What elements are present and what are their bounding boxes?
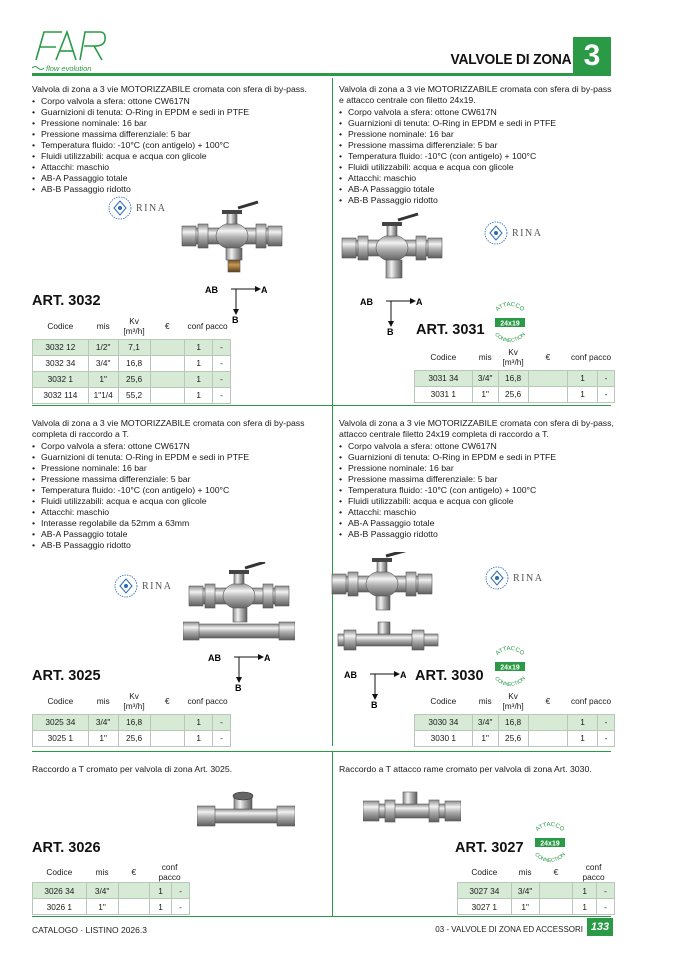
product-title-3031: ART. 3031 [416,322,485,338]
product-description-3027: Raccordo a T attacco rame cromato per valvola di zona Art. 3030. [339,764,592,774]
svg-text:ATTACCO: ATTACCO [494,645,526,657]
tee-3026-image [197,791,295,833]
svg-text:CONNECTION: CONNECTION [493,331,527,345]
svg-text:A: A [264,653,270,663]
product-title-3032: ART. 3032 [32,293,101,309]
svg-text:ATTACCO: ATTACCO [534,821,566,833]
valve-3030-image [330,552,442,657]
price-table-3030 [414,688,615,747]
svg-text:CONNECTION: CONNECTION [533,851,567,865]
product-description-3025: Valvola di zona a 3 vie MOTORIZZABILE cromata con sfera di by-pass completa di raccordo a T. • Corpo valvola a sfera: ottone CW617N • Guarnizioni di tenuta: O-Ring in EPDM e sedi in PTFE • Pressione nominale: 16 bar • Pressione massima differenziale: 5 bar • Temperatura fluido: -10°C (con antigelo) + 100°C • Fluidi utilizzabili: acqua e acqua con glicole • Attacchi: maschio • Interasse regolabile da 52mm a 63mm • AB-A Passaggio totale • AB-B Passaggio ridotto [32,418,327,551]
svg-text:A: A [400,670,406,680]
table-row: 3025 34 3/4" 16,8 1 - [33,714,231,730]
table-header-row: Codice mis Kv [m³/h] € conf pacco [47,315,228,336]
table-row: 3030 1 1" 25,6 1 - [415,730,615,746]
price-table-3031 [414,344,615,403]
valve-3031-image [338,212,448,282]
rina-certification: RINA [114,574,172,598]
footer-rule [32,916,611,917]
svg-text:B: B [387,327,394,335]
product-description-3030: Valvola di zona a 3 vie MOTORIZZABILE cromata con sfera di by-pass, attacco centrale filetto 24x19 completa di raccordo a T. • Corpo valvola a sfera: ottone CW617N • Guarnizioni di tenuta: O-Ring in EPDM e sedi in PTFE • Pressione nominale: 16 bar • Pressione massima differenziale: 5 bar • Temperatura fluido: -10°C (con antigelo) + 100°C • Fluidi utilizzabili: acqua e acqua con glicole • Attacchi: maschio • AB-A Passaggio totale • AB-B Passaggio ridotto [339,418,614,540]
rina-seal-icon [114,574,138,598]
header-rule [32,73,611,76]
svg-text:A: A [261,285,267,295]
table-row: 3032 1 1" 25,6 1 - [33,371,231,387]
svg-text:24x19: 24x19 [500,664,520,672]
price-table-3025 [32,688,231,747]
svg-text:24x19: 24x19 [500,320,520,328]
table-row: 3032 12 1/2" 7,1 1 - [33,339,231,355]
page-number: 133 [587,918,613,936]
table-row: 3031 1 1" 25,6 1 - [415,386,615,402]
attacco-connection-badge [485,298,535,348]
svg-text:AB: AB [344,670,357,680]
table-row: 3030 34 3/4" 16,8 1 - [415,714,615,730]
footer-section-label: 03 - VALVOLE DI ZONA ED ACCESSORI [435,925,583,934]
svg-text:AB: AB [208,653,221,663]
table-row: 3026 34 3/4" 1 - [33,883,190,899]
footer-catalog-label: CATALOGO · LISTINO 2026.3 [32,925,147,935]
table-header-row: Codice mis Kv [m³/h] € conf pacco [430,346,612,367]
price-table-3032 [32,313,231,404]
svg-text:AB: AB [205,285,218,295]
table-row: 3025 1 1" 25,6 1 - [33,730,231,746]
svg-text:A: A [416,297,422,307]
product-title-3030: ART. 3030 [415,668,484,684]
table-row: 3031 34 3/4" 16,8 1 - [415,370,615,386]
product-title-3026: ART. 3026 [32,840,101,856]
attacco-connection-badge [525,818,575,868]
table-row: 3027 1 1" 1 - [458,899,615,915]
section-title: VALVOLE DI ZONA [450,51,571,68]
table-row: 3032 34 3/4" 16,8 1 - [33,355,231,371]
svg-text:AB: AB [360,297,373,307]
far-logo [32,30,114,74]
price-table-3027 [457,862,615,915]
logo-tagline: flow evolution [46,64,92,73]
table-header-row: Codice mis € conf pacco [46,862,181,882]
column-divider [332,752,333,916]
price-table-3026 [32,862,190,915]
table-header-row: Codice mis € conf pacco [471,862,605,882]
rina-seal-icon [485,566,509,590]
rina-certification: RINA [484,221,542,245]
rina-seal-icon [108,196,132,220]
svg-text:24x19: 24x19 [540,840,560,848]
rina-certification: RINA [485,566,543,590]
flow-diagram-3031 [360,295,422,335]
svg-text:ATTACCO: ATTACCO [494,301,526,313]
tee-3027-image [363,790,461,828]
row-divider [32,751,611,752]
valve-3025-image [183,562,295,650]
svg-text:CONNECTION: CONNECTION [493,675,527,689]
rina-seal-icon [484,221,508,245]
valve-3032-image [178,200,288,275]
product-description-3026: Raccordo a T cromato per valvola di zona Art. 3025. [32,764,233,774]
flow-diagram-3025 [208,651,270,691]
attacco-connection-badge [485,642,535,692]
product-title-3027: ART. 3027 [455,840,524,856]
product-description-3032: Valvola di zona a 3 vie MOTORIZZABILE cromata con sfera di by-pass. • Corpo valvola a sfera: ottone CW617N • Guarnizioni di tenuta: O-Ring in EPDM e sedi in PTFE • Pressione nominale: 16 bar • Pressione massima differenziale: 5 bar • Temperatura fluido: -10°C (con antigelo) + 100°C • Fluidi utilizzabili: acqua e acqua con glicole • Attacchi: maschio • AB-A Passaggio totale • AB-B Passaggio ridotto [32,84,327,195]
section-number: 3 [573,37,611,75]
svg-text:B: B [371,700,378,708]
table-row: 3027 34 3/4" 1 - [458,883,615,899]
rina-certification: RINA [108,196,166,220]
table-row: 3026 1 1" 1 - [33,899,190,915]
flow-diagram-3030 [344,668,406,708]
row-divider [32,405,611,406]
table-header-row: Codice mis Kv [m³/h] € conf pacco [47,690,228,711]
table-row: 3032 114 1"1/4 55,2 1 - [33,387,231,403]
svg-text:B: B [232,315,239,323]
product-title-3025: ART. 3025 [32,668,101,684]
svg-text:B: B [235,683,242,691]
table-header-row: Codice mis Kv [m³/h] € conf pacco [430,690,612,711]
product-description-3031: Valvola di zona a 3 vie MOTORIZZABILE cromata con sfera di by-pass e attacco centrale con filetto 24x19. • Corpo valvola a sfera: ottone CW617N • Guarnizioni di tenuta: O-Ring in EPDM e sedi in PTFE • Pressione nominale: 16 bar • Pressione massima differenziale: 5 bar • Temperatura fluido: -10°C (con antigelo) + 100°C • Fluidi utilizzabili: acqua e acqua con glicole • Attacchi: maschio • AB-A Passaggio totale • AB-B Passaggio ridotto [339,84,614,206]
